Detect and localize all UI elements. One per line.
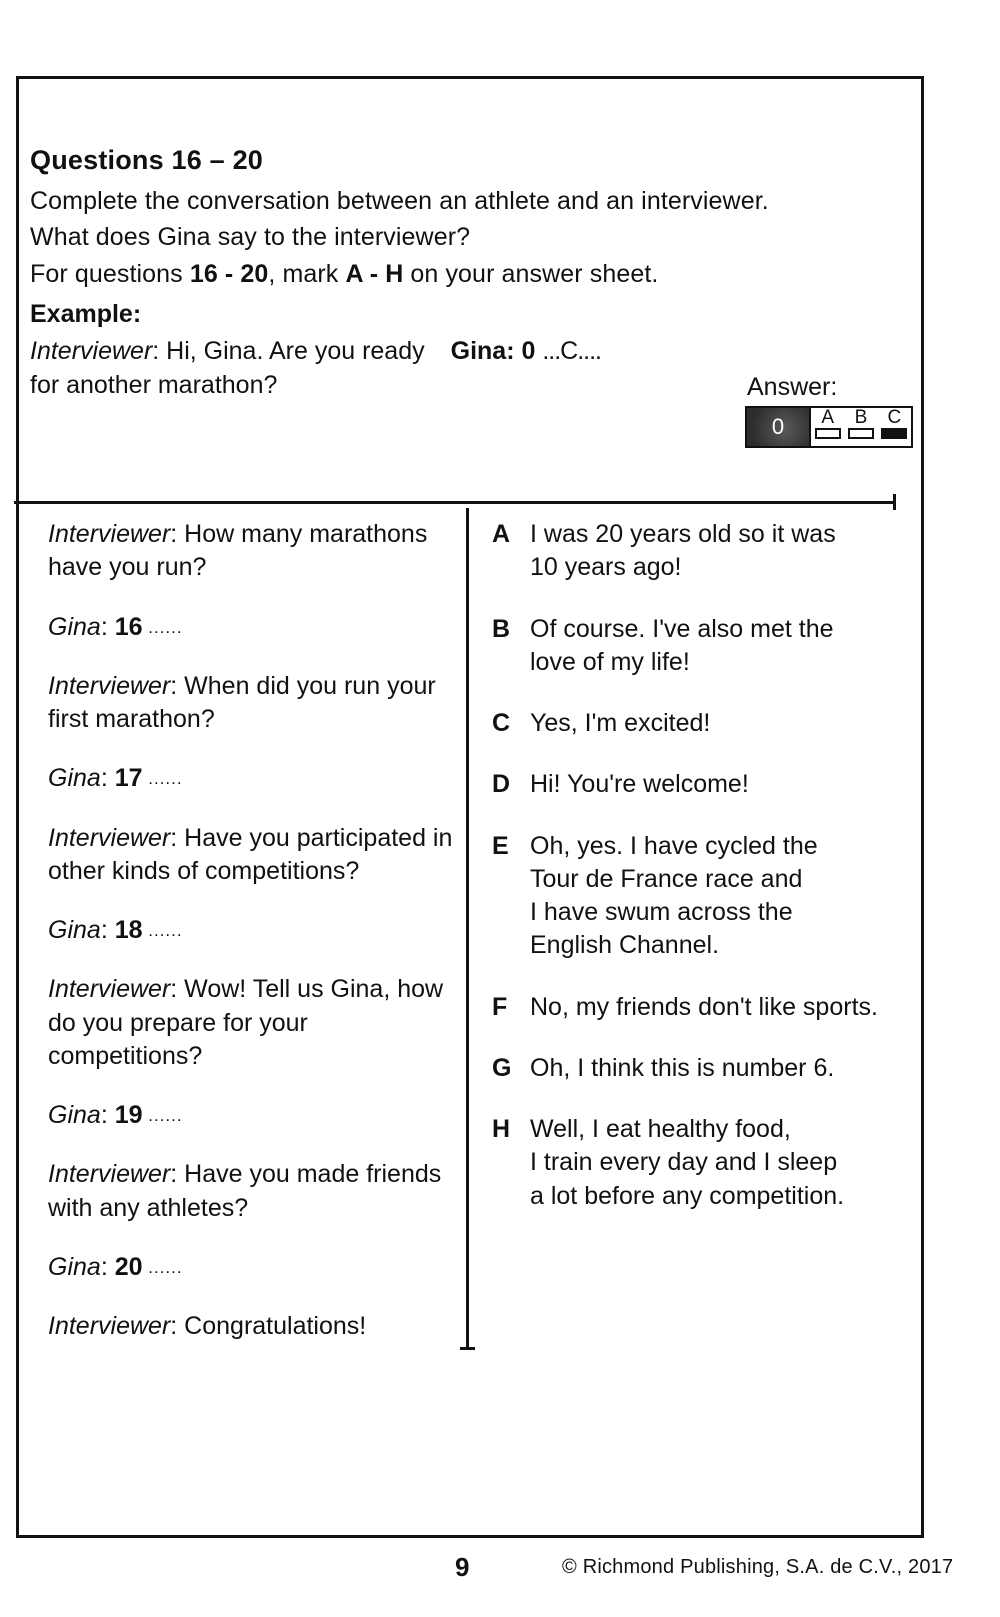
option-text <box>530 991 912 1024</box>
option-text-line: Of course. I've also met the <box>530 614 834 643</box>
option-item[interactable] <box>492 768 912 801</box>
dialogue-line <box>48 670 468 737</box>
dialogue-line <box>48 1251 468 1284</box>
dialogue-text: Wow! Tell us Gina, how do you prepare for your competitions? <box>48 975 444 1070</box>
option-text-line: Oh, yes. I have cycled the <box>530 831 818 860</box>
dialogue-answer-blank[interactable]: ...... <box>142 1106 183 1125</box>
dialogue-question-number: 18 <box>114 916 143 944</box>
option-text-line: No, my friends don't like sports. <box>530 992 878 1021</box>
dialogue-answer-blank[interactable]: ...... <box>142 769 183 789</box>
dialogue-question-number: 19 <box>114 1101 143 1129</box>
answer-key-number: 0 <box>747 408 809 446</box>
option-letter: G <box>492 1053 512 1082</box>
instruction-question-range: 16 - 20 <box>189 259 269 288</box>
option-text <box>530 518 912 585</box>
dialogue-speaker: Gina <box>48 1252 101 1281</box>
option-text-line: I was 20 years old so it was <box>530 520 836 548</box>
answer-option-c-letter: C <box>887 407 902 428</box>
dialogue-separator: : <box>170 520 185 548</box>
dialogue-separator: : <box>170 823 185 852</box>
example-line-1 <box>30 335 730 369</box>
option-letter: F <box>492 992 508 1021</box>
dialogue-question-number: 16 <box>114 612 143 641</box>
dialogue-speaker: Gina <box>48 1101 101 1129</box>
instruction-line-3-mid: , mark <box>268 259 346 288</box>
dialogue-line <box>48 973 468 1073</box>
answer-label: Answer: <box>747 373 838 401</box>
option-item[interactable] <box>492 1113 912 1213</box>
dialogue-speaker: Interviewer <box>48 1160 171 1189</box>
option-text <box>530 707 912 740</box>
answer-bubble-b <box>848 428 874 439</box>
section-divider-rule <box>14 501 896 504</box>
dialogue-separator: : <box>170 975 185 1004</box>
answer-option-a-letter: A <box>821 407 834 428</box>
copyright-notice: © Richmond Publishing, S.A. de C.V., 2017 <box>562 1556 954 1578</box>
page-footer <box>0 1552 1000 1592</box>
answer-bubble-c-filled <box>881 428 907 439</box>
option-text-line: I have swum across the <box>530 898 793 926</box>
option-letter: C <box>492 709 511 737</box>
dialogue-text: When did you run your first marathon? <box>48 671 436 733</box>
answer-option-a <box>811 408 844 446</box>
dialogue-text: Have you made friends with any athletes? <box>48 1160 442 1222</box>
example-question-text: : Hi, Gina. Are you ready <box>152 337 425 365</box>
dialogue-text: Have you participated in other kinds of competitions? <box>48 823 453 885</box>
dialogue-line <box>48 822 468 889</box>
option-item[interactable] <box>492 830 912 963</box>
answer-key-widget <box>745 375 920 448</box>
dialogue-speaker: Gina <box>48 916 101 944</box>
dialogue-text: How many marathons have you run? <box>48 520 428 582</box>
option-text-line: 10 years ago! <box>530 553 682 582</box>
option-item[interactable] <box>492 707 912 740</box>
example-label: Example: <box>30 300 142 328</box>
option-text-line: Well, I eat healthy food, <box>530 1115 791 1143</box>
answer-key-options <box>809 408 911 446</box>
dialogue-line <box>48 1310 468 1343</box>
example-gina-label: Gina: 0 <box>450 337 536 365</box>
page-title: Questions 16 – 20 <box>30 145 264 175</box>
option-text-line: English Channel. <box>530 931 720 960</box>
option-text <box>530 613 912 680</box>
dialogue-line <box>48 762 468 795</box>
option-text-line: Yes, I'm excited! <box>530 709 711 737</box>
instructions-block <box>30 145 900 292</box>
answer-option-c <box>878 408 911 446</box>
dialogue-speaker: Gina <box>48 764 101 793</box>
dialogue-separator: : <box>100 1101 115 1129</box>
dialogue-speaker: Interviewer <box>48 823 171 852</box>
dialogue-separator: : <box>100 1252 115 1281</box>
option-letter: H <box>492 1115 511 1143</box>
instruction-line-2: What does Gina say to the interviewer? <box>30 223 471 252</box>
dialogue-separator: : <box>100 764 115 793</box>
dialogue-line <box>48 914 468 947</box>
dialogue-separator: : <box>100 916 115 944</box>
option-letter: B <box>492 614 511 643</box>
option-text-line: I train every day and I sleep <box>530 1148 838 1177</box>
dialogue-line <box>48 518 468 585</box>
example-line-2: for another marathon? <box>30 370 278 399</box>
option-text <box>530 830 912 963</box>
dialogue-speaker: Interviewer <box>48 671 171 700</box>
option-item[interactable] <box>492 1052 912 1085</box>
dialogue-speaker: Interviewer <box>48 1312 171 1340</box>
dialogue-answer-blank[interactable]: ...... <box>142 1257 183 1277</box>
option-item[interactable] <box>492 613 912 680</box>
dialogue-question-number: 17 <box>114 764 143 793</box>
example-rows <box>30 335 730 403</box>
answer-key-box <box>745 406 913 448</box>
example-speaker: Interviewer <box>30 337 153 365</box>
option-letter: E <box>492 831 509 860</box>
dialogue-text: Congratulations! <box>184 1312 367 1340</box>
option-item[interactable] <box>492 991 912 1024</box>
dialogue-column <box>48 518 468 1343</box>
dialogue-answer-blank[interactable]: ...... <box>142 921 183 940</box>
option-text-line: Tour de France race and <box>530 864 803 893</box>
dialogue-separator: : <box>100 612 115 641</box>
option-text-line: love of my life! <box>530 647 690 676</box>
options-column <box>492 518 912 1213</box>
dialogue-line <box>48 1099 468 1132</box>
answer-option-b-letter: B <box>854 407 868 428</box>
option-letter: D <box>492 770 511 799</box>
option-text <box>530 1113 912 1213</box>
instruction-line-3 <box>30 256 900 292</box>
option-letter: A <box>492 520 511 548</box>
instruction-letter-range: A - H <box>345 259 404 288</box>
answer-option-b <box>844 408 877 446</box>
section-divider-end-tick <box>893 494 896 510</box>
option-text-line: a lot before any competition. <box>530 1181 845 1210</box>
option-text <box>530 768 912 801</box>
page-number: 9 <box>455 1552 470 1582</box>
example-gina-answer: ...C.... <box>542 337 602 365</box>
dialogue-answer-blank[interactable]: ...... <box>142 617 183 637</box>
instruction-line-1: Complete the conversation between an athlete and an interviewer. <box>30 187 769 216</box>
dialogue-line <box>48 1158 468 1225</box>
answer-bubble-a <box>815 428 841 439</box>
option-text-line: Hi! You're welcome! <box>530 770 749 799</box>
option-text-line: Oh, I think this is number 6. <box>530 1053 835 1082</box>
dialogue-line <box>48 611 468 644</box>
dialogue-separator: : <box>170 1160 185 1189</box>
option-text <box>530 1052 912 1085</box>
dialogue-question-number: 20 <box>114 1252 143 1281</box>
instruction-line-3-post: on your answer sheet. <box>403 259 659 288</box>
option-item[interactable] <box>492 518 912 585</box>
dialogue-speaker: Gina <box>48 612 101 641</box>
instruction-line-3-pre: For questions <box>30 259 190 288</box>
dialogue-separator: : <box>170 1312 185 1340</box>
dialogue-separator: : <box>170 671 185 700</box>
dialogue-speaker: Interviewer <box>48 520 171 548</box>
dialogue-speaker: Interviewer <box>48 975 171 1004</box>
